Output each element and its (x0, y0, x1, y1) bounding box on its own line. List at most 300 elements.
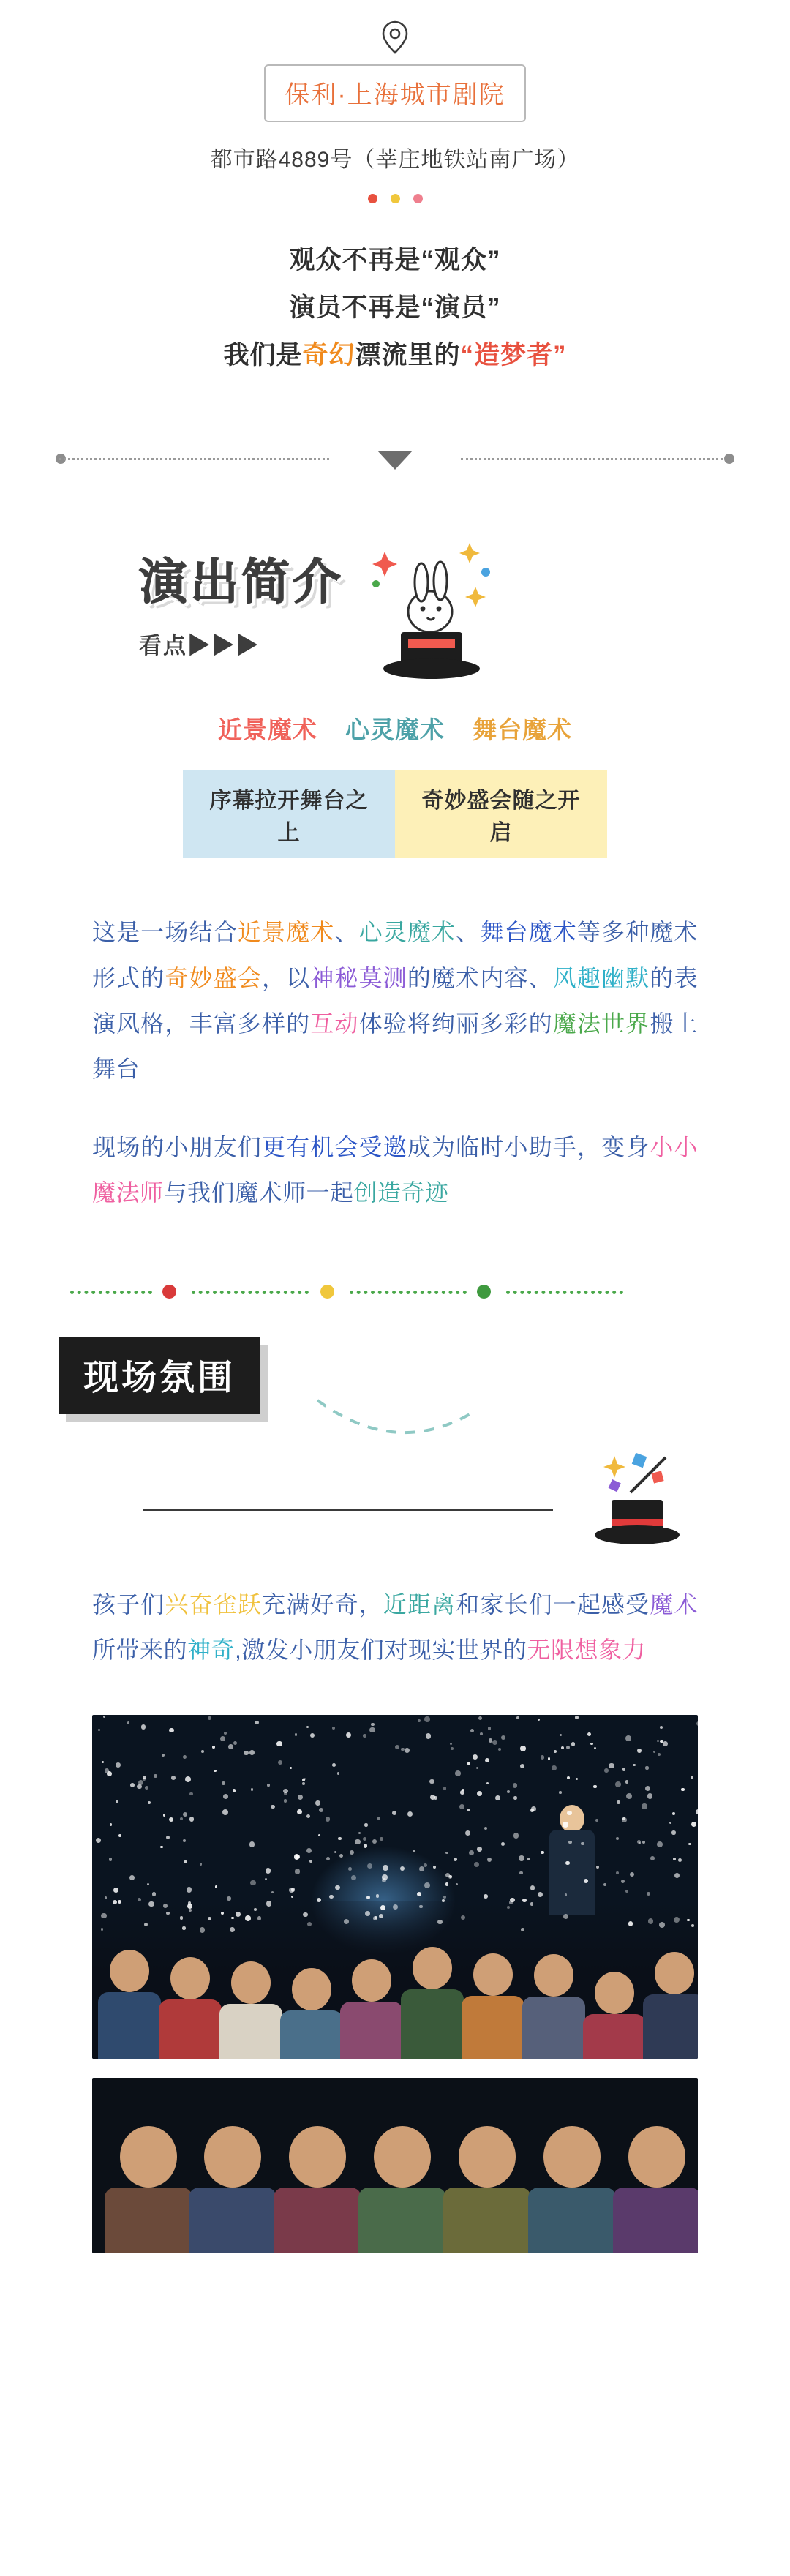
atmosphere-p-run-1: 兴奋雀跃 (165, 1591, 263, 1618)
child-silhouette (643, 1952, 698, 2059)
confetti-particle (169, 1817, 173, 1822)
confetti-particle (180, 1817, 183, 1820)
confetti-particle (622, 1768, 626, 1771)
atmosphere-p-run-7: 神奇 (187, 1636, 236, 1663)
divider-dot-right (724, 454, 734, 464)
confetti-particle (541, 1755, 544, 1759)
confetti-particle (658, 1753, 661, 1756)
venue-block (0, 7, 790, 203)
child-head (231, 1961, 271, 2004)
intro-p2-run-1: 更有机会受邀 (262, 1133, 407, 1160)
confetti-particle (376, 1894, 380, 1898)
magic-hat-wand-icon (571, 1447, 702, 1557)
confetti-particle (538, 1719, 540, 1721)
child-body (98, 1992, 161, 2059)
confetti-particle (395, 1745, 399, 1749)
confetti-particle (426, 1733, 431, 1738)
atmosphere-p-run-9: 无限想象力 (527, 1636, 646, 1663)
confetti-particle (302, 1779, 305, 1781)
dot-pink (413, 194, 423, 203)
confetti-particle (284, 1799, 287, 1803)
confetti-particle (332, 1727, 335, 1730)
confetti-particle (659, 1922, 665, 1928)
confetti-particle (639, 1842, 641, 1844)
audience-child-head (204, 2126, 261, 2188)
intro-p2-run-4: 与我们魔术师一起 (163, 1179, 354, 1206)
confetti-particle (519, 1871, 523, 1875)
confetti-particle (201, 1750, 204, 1753)
confetti-particle (166, 1836, 170, 1839)
confetti-particle (220, 1736, 225, 1741)
confetti-particle (250, 1880, 256, 1886)
confetti-particle (129, 1875, 135, 1880)
confetti-particle (450, 1743, 453, 1746)
confetti-particle (144, 1923, 148, 1926)
confetti-particle (251, 1788, 253, 1790)
confetti-particle (617, 1800, 620, 1804)
intro-p1-run-10: 的魔术内容、 (407, 964, 553, 991)
confetti-particle (566, 1746, 570, 1749)
confetti-particle (477, 1791, 482, 1796)
horizontal-rule (143, 1509, 553, 1511)
confetti-particle (337, 1772, 340, 1775)
divider-dot-green (477, 1285, 491, 1299)
confetti-particle (424, 1863, 427, 1867)
confetti-particle (346, 1732, 351, 1738)
confetti-particle (465, 1830, 470, 1836)
divider-dot-red (162, 1285, 176, 1299)
confetti-particle (96, 1838, 101, 1843)
confetti-particle (630, 1872, 634, 1877)
child-head (595, 1972, 634, 2014)
confetti-particle (498, 1748, 501, 1751)
confetti-particle (561, 1746, 564, 1749)
audience-child-body (189, 2188, 276, 2253)
confetti-particle (648, 1918, 653, 1923)
confetti-particle (514, 1833, 519, 1839)
confetti-particle (495, 1795, 501, 1801)
confetti-particle (113, 1888, 118, 1893)
confetti-particle (459, 1804, 464, 1809)
confetti-particle (462, 1789, 464, 1791)
confetti-particle (233, 1741, 237, 1745)
intro-p1-run-0: 这是一场结合 (92, 919, 238, 946)
confetti-particle (657, 1841, 663, 1847)
atmosphere-p-run-8: ,激发小朋友们对现实世界的 (235, 1636, 527, 1663)
audience-child-body (528, 2188, 616, 2253)
intro-p1-run-5: 舞台魔术 (480, 919, 577, 946)
confetti-particle (647, 1892, 650, 1896)
confetti-particle (674, 1873, 680, 1878)
confetti-particle (377, 1817, 380, 1820)
confetti-particle (637, 1749, 642, 1753)
confetti-particle (351, 1875, 356, 1880)
confetti-particle (489, 1738, 493, 1743)
confetti-particle (215, 1885, 218, 1888)
audience-child (528, 2126, 616, 2253)
confetti-particle (487, 1858, 492, 1862)
confetti-particle (488, 1727, 492, 1730)
child-silhouette (522, 1954, 585, 2059)
confetti-particle (265, 1878, 267, 1880)
confetti-particle (326, 1857, 330, 1860)
confetti-particle (214, 1770, 216, 1772)
confetti-particle (187, 1887, 192, 1893)
confetti-particle (672, 1830, 675, 1834)
confetti-particle (147, 1883, 149, 1885)
confetti-particle (456, 1883, 458, 1885)
confetti-particle (616, 1871, 619, 1874)
confetti-particle (625, 1780, 628, 1783)
confetti-particle (419, 1905, 423, 1909)
confetti-particle (516, 1716, 519, 1719)
child-body (583, 2014, 646, 2059)
intro-p1-run-7: 奇妙盛会 (165, 964, 263, 991)
confetti-particle (118, 1834, 121, 1837)
child-head (534, 1954, 573, 1997)
confetti-particle (696, 1721, 698, 1727)
confetti-particle (310, 1733, 315, 1738)
confetti-particle (590, 1743, 593, 1746)
confetti-particle (208, 1917, 211, 1920)
confetti-particle (560, 1734, 562, 1736)
divider-segment-1 (70, 1291, 152, 1294)
confetti-particle (628, 1921, 633, 1926)
confetti-particle (222, 1781, 225, 1785)
confetti-particle (538, 1892, 543, 1897)
confetti-particle (645, 1786, 650, 1791)
confetti-particle (306, 1848, 312, 1853)
confetti-particle (660, 1726, 663, 1729)
confetti-particle (105, 1896, 107, 1899)
confetti-particle (266, 1901, 272, 1907)
atmosphere-p-run-3: 近距离 (383, 1591, 456, 1618)
confetti-particle (318, 1834, 320, 1836)
intro-p1-run-14: 体验将绚丽多彩的 (358, 1010, 553, 1037)
confetti-particle (109, 1858, 113, 1861)
intro-title-block (0, 543, 790, 696)
dot-red (368, 194, 377, 203)
confetti-particle (295, 1733, 297, 1735)
divider-segment-2 (192, 1291, 309, 1294)
atmosphere-label-block (0, 1337, 790, 1425)
confetti-particle (233, 1789, 236, 1792)
confetti-particle (669, 1822, 672, 1824)
confetti-particle (169, 1728, 173, 1732)
confetti-particle (183, 1812, 187, 1817)
confetti-particle (271, 1805, 274, 1809)
confetti-particle (424, 1716, 429, 1721)
confetti-particle (371, 1723, 375, 1727)
atmosphere-body (0, 1582, 790, 1673)
confetti-particle (245, 1915, 250, 1920)
confetti-particle (266, 1868, 271, 1873)
intro-p1-run-13: 互动 (310, 1010, 359, 1037)
confetti-particle (332, 1763, 336, 1767)
divider-line-right (461, 458, 731, 460)
intro-p2-run-3: 小小魔法师 (92, 1133, 698, 1206)
confetti-particle (595, 1819, 598, 1822)
venue-address: 都市路4889号（莘庄地铁站南广场） (210, 148, 580, 172)
slogan-block (0, 237, 790, 379)
audience-child-body (613, 2188, 698, 2253)
atmosphere-p-run-5: 魔术 (650, 1591, 698, 1618)
confetti-particle (143, 1776, 146, 1779)
confetti-particle (541, 1851, 544, 1855)
child-head (110, 1950, 149, 1992)
confetti-particle (470, 1729, 474, 1732)
confetti-particle (451, 1747, 454, 1750)
confetti-particle (367, 1863, 372, 1869)
confetti-particle (565, 1861, 570, 1866)
confetti-particle (291, 1896, 293, 1898)
confetti-particle (372, 1839, 377, 1844)
confetti-particle (306, 1726, 309, 1728)
confetti-particle (350, 1850, 354, 1855)
intro-tag-row (0, 770, 790, 858)
confetti-particle (596, 1866, 599, 1869)
confetti-particle (443, 1787, 447, 1790)
confetti-particle (166, 1912, 169, 1915)
confetti-particle (295, 1869, 301, 1874)
confetti-particle (604, 1768, 609, 1773)
audience-child-body (443, 2188, 531, 2253)
confetti-particle (401, 1748, 405, 1751)
confetti-particle (681, 1788, 684, 1791)
confetti-particle (645, 1766, 648, 1769)
confetti-particle (317, 1898, 321, 1902)
confetti-particle (622, 1817, 625, 1820)
child-head (170, 1957, 210, 1999)
confetti-particle (154, 1774, 157, 1778)
confetti-particle (363, 1734, 366, 1737)
slogan-line-3-prefix: 我们是 (223, 340, 303, 369)
confetti-particle (484, 1894, 488, 1899)
confetti-particle (171, 1776, 176, 1780)
intro-p1-run-16: 搬上舞台 (92, 1010, 698, 1083)
atmosphere-paragraph (92, 1582, 698, 1673)
confetti-particle (358, 1832, 361, 1834)
dot-separator (0, 194, 790, 203)
photo-confetti-stage (92, 1715, 698, 2059)
intro-p1-run-2: 、 (334, 919, 359, 946)
confetti-particle (284, 1792, 287, 1795)
confetti-particle (527, 1858, 530, 1860)
magic-hat-rabbit-icon (358, 530, 505, 683)
keyword-stage-magic: 舞台魔术 (473, 716, 573, 744)
confetti-particle (429, 1779, 434, 1784)
child-silhouette (340, 1959, 403, 2059)
confetti-particle (364, 1844, 368, 1848)
confetti-particle (366, 1896, 370, 1899)
confetti-particle (163, 1904, 168, 1908)
confetti-particle (625, 1890, 628, 1893)
confetti-particle (130, 1783, 135, 1787)
confetti-particle (484, 1827, 487, 1830)
confetti-particle (469, 1850, 474, 1855)
confetti-particle (530, 1809, 533, 1811)
child-silhouette (401, 1947, 464, 2059)
confetti-particle (152, 1892, 156, 1896)
confetti-particle (291, 1888, 295, 1891)
confetti-particle (552, 1765, 557, 1770)
atmosphere-p-run-2: 充满好奇， (262, 1591, 383, 1618)
atmosphere-p-run-4: 和家长们一起感受 (456, 1591, 650, 1618)
confetti-particle (208, 1716, 211, 1720)
intro-title: 演出简介 (139, 554, 344, 611)
confetti-particle (691, 1776, 693, 1779)
confetti-particle (672, 1812, 675, 1815)
divider-segment-3 (350, 1291, 467, 1294)
color-dotted-divider (0, 1279, 790, 1308)
confetti-particle (650, 1856, 655, 1860)
intro-p1-run-6: 等多种魔术形式的 (92, 919, 698, 991)
confetti-particle (118, 1900, 121, 1904)
confetti-particle (478, 1716, 483, 1721)
slogan-line-2: 演员不再是“演员” (289, 293, 501, 322)
confetti-particle (405, 1748, 410, 1753)
confetti-particle (297, 1809, 302, 1814)
confetti-particle (418, 1719, 421, 1722)
confetti-particle (603, 1883, 607, 1887)
section-divider-triangle (0, 442, 790, 486)
confetti-particle (647, 1793, 653, 1799)
confetti-particle (141, 1724, 146, 1729)
child-body (462, 1996, 524, 2059)
location-pin-icon (380, 20, 410, 54)
confetti-particle (145, 1786, 148, 1790)
confetti-particle (567, 1776, 570, 1779)
child-body (159, 1999, 222, 2059)
audience-child-head (459, 2126, 516, 2188)
intro-subtitle: 看点▶▶▶ (139, 633, 260, 659)
confetti-particle (460, 1790, 464, 1795)
confetti-particle (298, 1795, 303, 1800)
confetti-particle (467, 1762, 471, 1765)
intro-p2-run-2: 成为临时小助手，变身 (407, 1133, 650, 1160)
confetti-particle (335, 1885, 340, 1890)
confetti-particle (375, 1916, 377, 1919)
child-body (401, 1989, 464, 2059)
confetti-particle (548, 1757, 550, 1760)
confetti-particle (554, 1750, 557, 1753)
confetti-particle (103, 1716, 105, 1718)
confetti-particle (407, 1811, 413, 1817)
child-silhouette (219, 1961, 282, 2059)
confetti-particle (521, 1928, 524, 1931)
confetti-particle (364, 1823, 368, 1827)
intro-p2-run-5: 创造奇迹 (353, 1179, 449, 1206)
confetti-particle (160, 1846, 162, 1848)
confetti-particle (185, 1776, 191, 1782)
confetti-particle (296, 1855, 300, 1859)
confetti-particle (102, 1761, 104, 1763)
confetti-particle (530, 1885, 535, 1890)
audience-child (443, 2126, 531, 2253)
confetti-particle (633, 1764, 635, 1766)
confetti-particle (101, 1928, 104, 1931)
confetti-particle (673, 1858, 676, 1860)
child-body (522, 1997, 585, 2059)
confetti-particle (507, 1790, 510, 1793)
confetti-particle (480, 1732, 483, 1735)
child-head (413, 1947, 452, 1989)
confetti-particle (163, 1814, 166, 1817)
confetti-particle (501, 1842, 505, 1846)
confetti-particle (183, 1839, 186, 1842)
intro-p2-run-0: 现场的小朋友们 (92, 1133, 263, 1160)
confetti-particle (116, 1762, 121, 1768)
child-silhouette (462, 1953, 524, 2059)
confetti-particle (642, 1803, 647, 1809)
child-head (655, 1952, 694, 1994)
child-body (340, 2002, 403, 2059)
confetti-particle (688, 1843, 691, 1845)
audience-child-body (358, 2188, 446, 2253)
confetti-particle (127, 1721, 129, 1724)
confetti-particle (513, 1783, 517, 1787)
audience-child-head (543, 2126, 601, 2188)
child-head (292, 1968, 331, 2010)
divider-segment-4 (506, 1291, 623, 1294)
tag-prologue: 序幕拉开舞台之上 (183, 770, 395, 858)
atmosphere-p-run-0: 孩子们 (92, 1591, 165, 1618)
confetti-particle (473, 1754, 478, 1760)
child-body (643, 1994, 698, 2059)
confetti-particle (567, 1811, 572, 1816)
atmosphere-p-run-6: 所带来的 (92, 1636, 188, 1663)
confetti-particle (621, 1880, 625, 1883)
confetti-particle (184, 1860, 187, 1863)
confetti-particle (442, 1899, 445, 1902)
intro-paragraph-1 (92, 909, 698, 1092)
confetti-particle (576, 1778, 578, 1780)
confetti-particle (148, 1801, 151, 1804)
keyword-closeup-magic: 近景魔术 (217, 716, 317, 744)
slogan-line-3-middle: 漂流里的 (355, 340, 461, 369)
confetti-particle (189, 1817, 194, 1821)
child-silhouette (280, 1968, 343, 2059)
confetti-particle (227, 1896, 230, 1900)
child-silhouette (159, 1957, 222, 2059)
confetti-particle (691, 1822, 696, 1827)
confetti-particle (520, 1746, 526, 1751)
confetti-particle (380, 1837, 383, 1841)
confetti-particle (355, 1839, 360, 1844)
confetti-particle (228, 1744, 233, 1749)
intro-paragraph-2 (92, 1124, 698, 1216)
confetti-particle (189, 1792, 193, 1796)
audience-child-head (628, 2126, 685, 2188)
intro-p1-run-9: 神秘莫测 (310, 964, 407, 991)
child-silhouette (98, 1950, 161, 2059)
divider-line-left (59, 458, 329, 460)
confetti-particle (344, 1919, 349, 1924)
confetti-particle (326, 1817, 331, 1822)
confetti-particle (369, 1727, 375, 1733)
confetti-particle (653, 1751, 655, 1753)
confetti-particle (501, 1735, 505, 1740)
divider-dot-yellow (320, 1285, 334, 1299)
confetti-particle (476, 1767, 478, 1769)
keyword-mentalism: 心灵魔术 (345, 716, 445, 744)
confetti-particle (587, 1732, 591, 1736)
confetti-particle (594, 1747, 596, 1749)
confetti-particle (467, 1809, 470, 1811)
child-body (219, 2004, 282, 2059)
child-head (352, 1959, 391, 2002)
confetti-particle (626, 1793, 632, 1799)
